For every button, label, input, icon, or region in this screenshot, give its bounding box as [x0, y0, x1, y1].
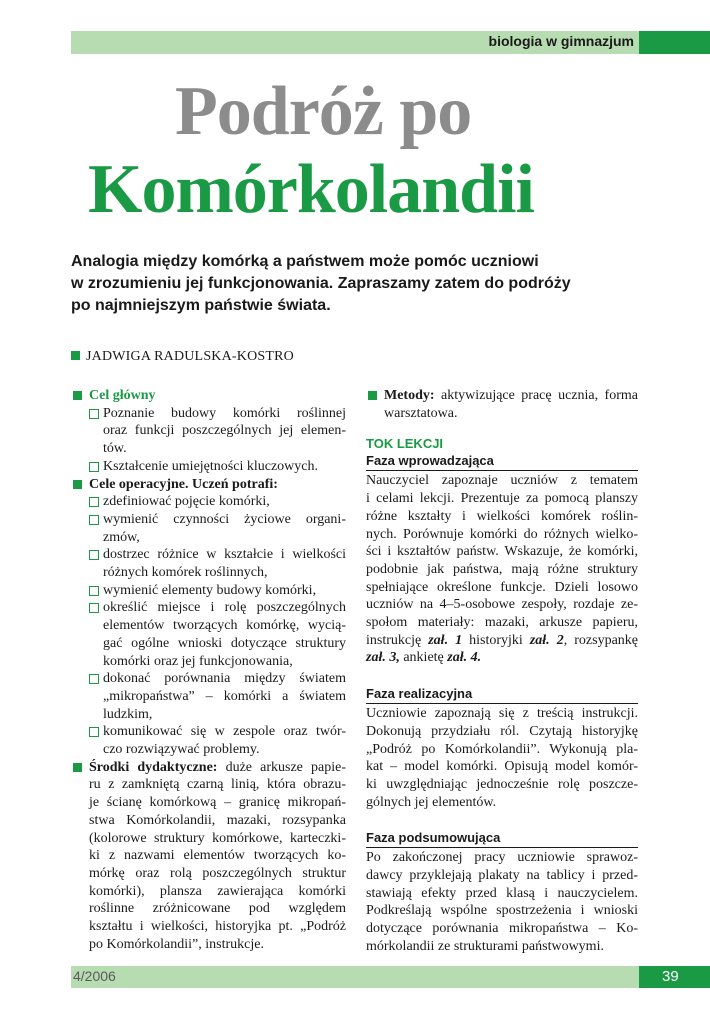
text-line: dawcy przyklejają plakaty na tablicy i przed-	[366, 868, 638, 884]
text-line: ści i kształtów państw. Wskazuje, że komórki,	[366, 544, 638, 560]
list-item	[71, 493, 346, 511]
text-line: określić miejsce i rolę poszczególnych	[103, 600, 346, 616]
text-line: warsztatowa.	[384, 405, 458, 421]
section-label: biologia w gimnazjum	[488, 33, 634, 49]
checkbox-bullet-icon	[89, 603, 99, 613]
phase-paragraph	[366, 472, 638, 667]
lead-line: po najmniejszym państwie świata.	[71, 297, 331, 314]
text-line: komórki oraz jej funkcjonowania,	[103, 653, 293, 669]
text-line: Uczniowie zapoznają się z treścią instrukcji.	[366, 706, 638, 722]
text-line: je ścianę komórkową – granicę mikropań-	[89, 795, 346, 811]
checkbox-bullet-icon	[89, 727, 99, 737]
text-line: zmów,	[103, 529, 140, 545]
phase-heading: Faza podsumowująca	[366, 829, 638, 848]
text-line: Poznanie budowy komórki roślinnej	[103, 405, 346, 421]
right-column	[366, 387, 638, 956]
phase-heading: Faza wprowadzająca	[366, 452, 638, 471]
text-line: gać ogólne wnioski dotyczące struktury	[103, 635, 346, 651]
text-span: ankietę	[399, 650, 448, 666]
section-heading: Cel główny	[89, 388, 156, 403]
text-line: nych. Porównuje komórki do różnych wielko-	[366, 526, 638, 542]
phase-paragraph	[366, 849, 638, 955]
text-line: ki uwzględniając jednocześnie rolę poszcze-	[366, 776, 638, 792]
left-column	[71, 387, 346, 954]
text-line: roślinne zróżnicowane pod względem	[89, 901, 346, 917]
section-heading: Metody:	[384, 388, 435, 403]
text-line: elementów tworzących komórkę, wycią-	[103, 618, 346, 634]
text-line: wymienić elementy budowy komórki,	[103, 582, 317, 598]
text-span: aktywizujące pracę ucznia, forma	[434, 388, 638, 403]
bullet-square-icon	[73, 391, 82, 400]
list-item	[71, 723, 346, 758]
section-cele-operacyjne	[71, 476, 346, 494]
section-metody	[366, 387, 638, 422]
text-line: różne kształty i wielkości komórek roślin-	[366, 508, 638, 524]
lead-line: Analogia między komórką a państwem może pomóc uczniowi	[71, 253, 539, 270]
text-line: dokonać porównania między światem	[103, 671, 346, 687]
checkbox-bullet-icon	[89, 497, 99, 507]
phase-paragraph	[366, 705, 638, 811]
section-heading: Środki dydaktyczne:	[89, 759, 218, 775]
text-line: komunikować się w zespole oraz twór-	[103, 724, 346, 740]
text-line: gólnych jej elementów.	[366, 794, 497, 810]
checkbox-bullet-icon	[89, 586, 99, 596]
text-line: Po zakończonej pracy uczniowie sprawoz-	[366, 850, 638, 866]
text-line: (kolorowe struktury komórkowe, karteczki-	[89, 830, 346, 846]
title-line-2: Komórkolandii	[88, 151, 534, 228]
text-line	[366, 632, 638, 650]
title-line-1: Podróż po	[175, 73, 472, 150]
text-span: duże arkusze papie-	[217, 759, 346, 775]
text-line: mórkę oraz rolą poszczególnych struktur	[89, 865, 346, 881]
text-line: i celami lekcji. Prezentuje za pomocą planszy	[366, 491, 638, 507]
text-line: zdefiniować pojęcie komórki,	[103, 494, 270, 510]
lead-paragraph	[71, 251, 631, 317]
author-byline	[71, 349, 294, 365]
bullet-square-icon	[368, 391, 377, 400]
text-line: kształtu i wielkości, historyjka pt. „Podróż	[89, 919, 346, 935]
checkbox-bullet-icon	[89, 674, 99, 684]
list-item	[71, 582, 346, 600]
text-span: , rozsypankę	[563, 632, 638, 648]
text-line: różnych komórek roślinnych,	[103, 565, 268, 581]
phase-heading: Faza realizacyjna	[366, 685, 638, 704]
text-line: dostrzec różnice w kształcie i wielkości	[103, 547, 346, 563]
checkbox-bullet-icon	[89, 515, 99, 525]
section-srodki-dydaktyczne	[71, 759, 346, 954]
text-line: Nauczyciel zapoznaje uczniów z tematem	[366, 473, 638, 489]
footer-bar	[71, 966, 639, 988]
checkbox-bullet-icon	[89, 409, 99, 419]
text-line: uczniów na 4–5-osobowe zespoły, rozdaje ze-	[366, 597, 638, 613]
header-accent-block	[639, 31, 710, 54]
text-line: czo rozwiązywać problemy.	[103, 742, 260, 758]
text-line: Dokonują przydziału ról. Czytają historyjkę	[366, 723, 638, 739]
list-item	[71, 511, 346, 546]
text-line: społom materiały: mazaki, arkusze papieru,	[366, 615, 638, 631]
text-line	[366, 649, 638, 667]
checkbox-bullet-icon	[89, 462, 99, 472]
text-line: dotyczące porównania mikropaństwa – Ko-	[366, 921, 638, 937]
text-line: mórkolandii ze strukturami państwowymi.	[366, 938, 604, 954]
checkbox-bullet-icon	[89, 550, 99, 560]
section-heading: Cele operacyjne. Uczeń potrafi:	[89, 476, 278, 492]
text-line: „mikropaństwa” – komórki a światem	[103, 688, 346, 704]
text-line: ki z nazwami elementów tworzących ko-	[89, 848, 346, 864]
text-line: wymienić czynności życiowe organi-	[103, 511, 346, 527]
list-item	[71, 599, 346, 670]
text-line: ru z zamkniętą czarną linią, która obrazu-	[89, 777, 346, 793]
text-line: Podkreślają wspólne spostrzeżenia i wnioski	[366, 903, 638, 919]
author-name: JADWIGA RADULSKA-KOSTRO	[86, 349, 294, 364]
text-line: komórki), plansza zawierająca komórki	[89, 883, 346, 899]
bullet-square-icon	[73, 763, 82, 772]
page-number: 39	[662, 968, 679, 985]
text-span: historyjki	[462, 632, 530, 648]
bullet-square-icon	[71, 351, 80, 360]
text-line: Kształcenie umiejętności kluczowych.	[103, 458, 318, 474]
list-item	[71, 546, 346, 581]
attachment-ref: zał. 3,	[366, 650, 400, 666]
list-item	[71, 458, 346, 476]
lead-line: w zrozumieniu jej funkcjonowania. Zapraszamy zatem do podróży	[71, 275, 571, 292]
text-line: stawiają efekty przed klasą i nauczycielem.	[366, 885, 638, 901]
text-line: ludzkim,	[103, 706, 153, 722]
text-line: tów.	[103, 441, 127, 457]
text-line: po Komórkolandii”, instrukcje.	[89, 936, 264, 952]
text-line: oraz funkcji poszczególnych jej elemen-	[103, 423, 346, 439]
text-span: instrukcję	[366, 632, 429, 648]
lesson-flow-heading: TOK LEKCJI	[366, 436, 444, 452]
list-item	[71, 405, 346, 458]
attachment-ref: zał. 1	[428, 632, 463, 648]
text-line: „Podróż po Komórkolandii”. Wykonują pla-	[366, 741, 638, 757]
section-cel-glowny	[71, 387, 346, 405]
text-line: podobnie jak państwa, mają różne struktury	[366, 561, 638, 577]
text-line: stwa Komórkolandii, mazaki, rozsypanka	[89, 812, 346, 828]
attachment-ref: zał. 4.	[447, 650, 482, 666]
list-item	[71, 670, 346, 723]
attachment-ref: zał. 2	[529, 632, 564, 648]
bullet-square-icon	[73, 480, 82, 489]
text-line: kat – model komórki. Opisują model komór-	[366, 759, 638, 775]
text-line: spełniające określone funkcje. Dzieli losowo	[366, 579, 638, 595]
issue-number: 4/2006	[73, 968, 116, 984]
